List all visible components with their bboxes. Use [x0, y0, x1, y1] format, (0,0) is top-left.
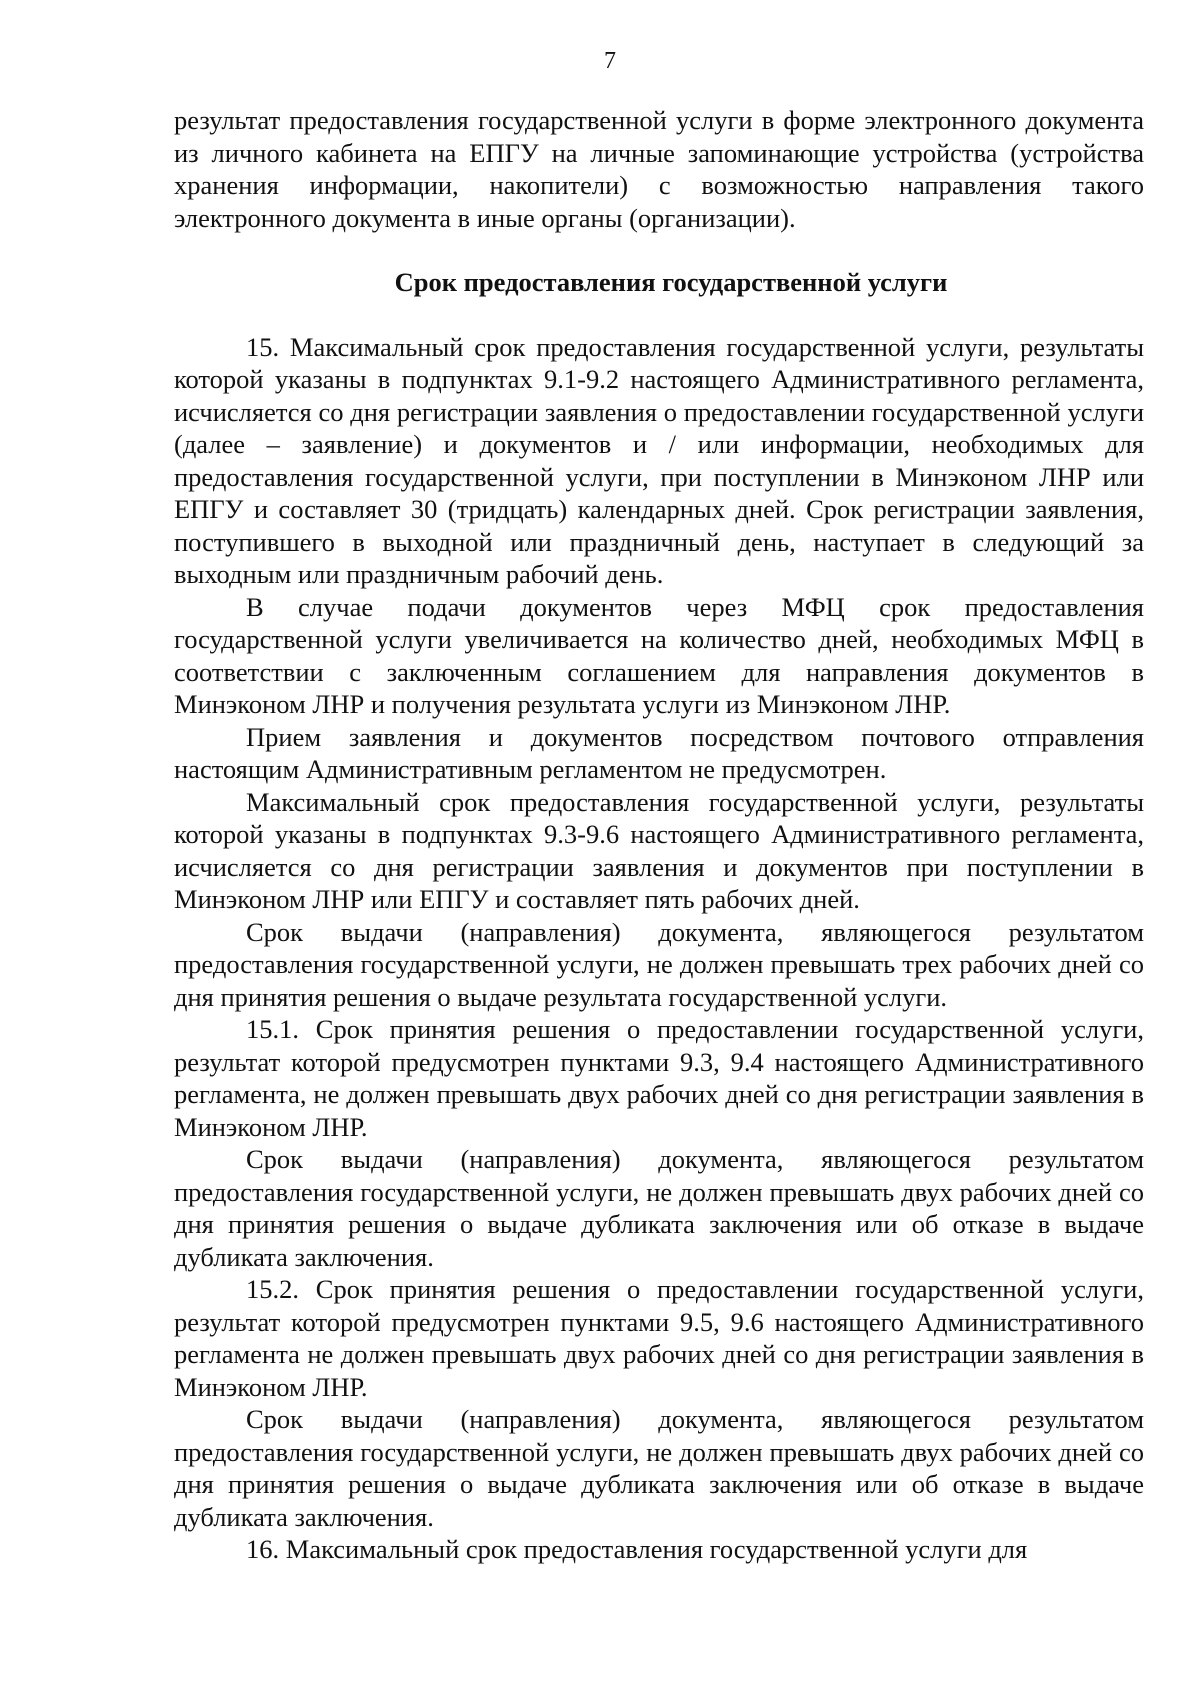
paragraph-15-1-issue-term: Срок выдачи (направления) документа, являющегося результатом предоставления государственной услуги, не должен превышать двух рабочих дней со дня принятия решения о выдаче дубликата заключения или об отказе в выдаче дубликата заключения.: [174, 1144, 1144, 1272]
paragraph-15: 15. Максимальный срок предоставления государственной услуги, результаты которой указаны в подпунктах 9.1-9.2 настоящего Административного регламента, исчисляется со дня регистрации заявления о предоставлении государственной услуги (далее – заявление) и документов и / или информации, необходимых для предоставления государственной услуги, при поступлении в Минэконом ЛНР или ЕПГУ и составляет 30 (тридцать) календарных дней. Срок регистрации заявления, поступившего в выходной или праздничный день, наступает в следующий за выходным или праздничным рабочий день.: [174, 331, 1144, 589]
paragraph-15-2-issue-term: Срок выдачи (направления) документа, являющегося результатом предоставления государственной услуги, не должен превышать двух рабочих дней со дня принятия решения о выдаче дубликата заключения или об отказе в выдаче дубликата заключения.: [174, 1404, 1144, 1532]
page-number: 7: [604, 48, 616, 74]
page-body: [174, 104, 1144, 1566]
paragraph-15-2: 15.2. Срок принятия решения о предоставлении государственной услуги, результат которой предусмотрен пунктами 9.5, 9.6 настоящего Административного регламента не должен превышать двух рабочих дней со дня регистрации заявления в Минэконом ЛНР.: [174, 1274, 1144, 1402]
section-heading: Срок предоставления государственной услуги: [394, 267, 948, 297]
paragraph-max-term-9-3-9-6: Максимальный срок предоставления государственной услуги, результаты которой указаны в подпунктах 9.3-9.6 настоящего Административного регламента, исчисляется со дня регистрации заявления и документов при поступлении в Минэконом ЛНР или ЕПГУ и составляет пять рабочих дней.: [174, 786, 1144, 914]
paragraph-mfc-delay: В случае подачи документов через МФЦ срок предоставления государственной услуги увеличивается на количество дней, необходимых МФЦ в соответствии с заключенным соглашением для направления документов в Минэконом ЛНР и получения результата услуги из Минэконом ЛНР.: [174, 591, 1144, 719]
paragraph-issue-term-three-days: Срок выдачи (направления) документа, являющегося результатом предоставления государственной услуги, не должен превышать трех рабочих дней со дня принятия решения о выдаче результата государственной услуги.: [174, 916, 1144, 1012]
paragraph-16: 16. Максимальный срок предоставления государственной услуги для: [246, 1534, 1028, 1564]
paragraph-postal-not-provided: Прием заявления и документов посредством почтового отправления настоящим Административным регламентом не предусмотрен.: [174, 721, 1144, 784]
paragraph-15-1: 15.1. Срок принятия решения о предоставлении государственной услуги, результат которой предусмотрен пунктами 9.3, 9.4 настоящего Административного регламента, не должен превышать двух рабочих дней со дня регистрации заявления в Минэконом ЛНР.: [174, 1014, 1144, 1142]
intro-paragraph: результат предоставления государственной услуги в форме электронного документа из личного кабинета на ЕПГУ на личные запоминающие устройства (устройства хранения информации, накопители) с возможностью направления такого электронного документа в иные органы (организации).: [174, 105, 1144, 233]
